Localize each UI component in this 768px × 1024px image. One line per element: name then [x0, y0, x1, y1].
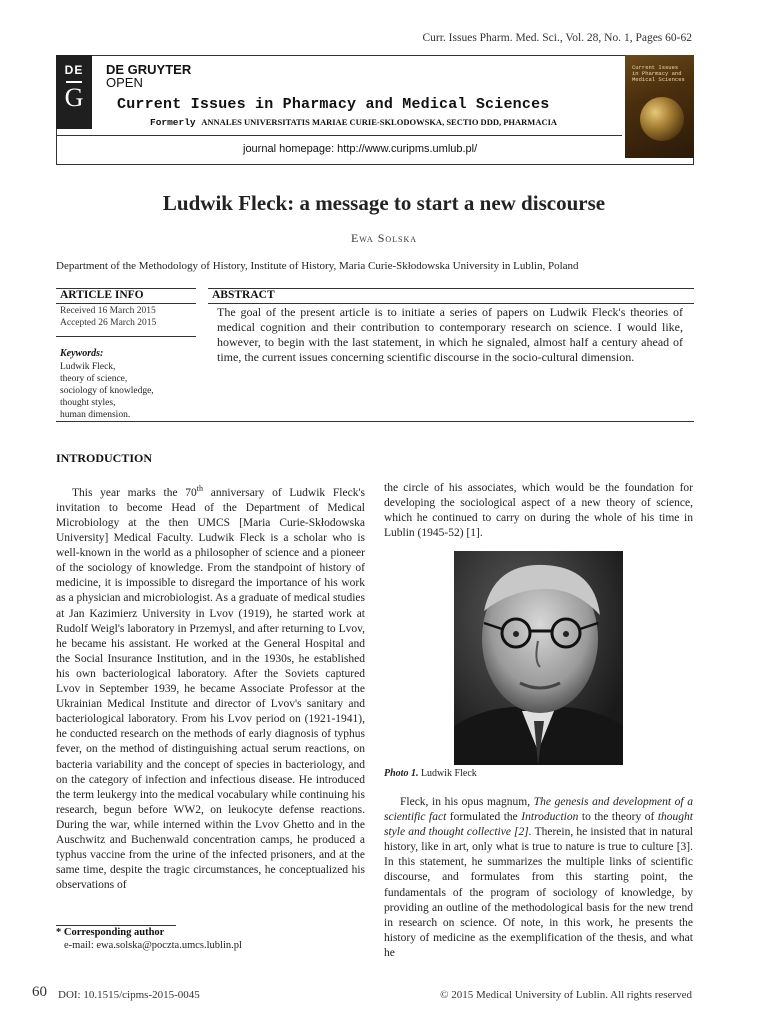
keyword-item: theory of science, — [60, 374, 128, 384]
keywords-heading: Keywords: — [60, 348, 104, 359]
keywords-list — [60, 361, 154, 421]
intro-paragraph — [56, 481, 365, 893]
journal-title: Current Issues in Pharmacy and Medical Sciences — [117, 96, 550, 113]
article-info-rule-bottom — [56, 336, 196, 337]
header-divider — [56, 135, 622, 136]
keyword-item: human dimension. — [60, 410, 131, 420]
article-dates — [60, 305, 156, 329]
para-text: Fleck, in his opus magnum, — [400, 796, 534, 808]
portrait-drawing — [454, 551, 623, 765]
page-number: 60 — [32, 984, 47, 1000]
copyright-notice: © 2015 Medical University of Lublin. All rights reserved — [440, 989, 692, 1001]
received-date: Received 16 March 2015 — [60, 306, 156, 316]
journal-homepage-link[interactable]: journal homepage: http://www.curipms.umlub.pl/ — [243, 143, 478, 155]
abstract-text: The goal of the present article is to initiate a series of papers on Ludwik Fleck's theories of medical cognition and their contribution to contemporary research on science. I would like, however, to begin with the last statement, in which he signaled, almost half a century ahead of time, the current issues concerning scientific discourse in the socio-cultural dimension. — [217, 305, 683, 364]
keyword-item: thought styles, — [60, 398, 116, 408]
body-right-column-top: the circle of his associates, which would be the foundation for developing the sociological aspect of a new theory of science, which he continued to carry on during the whole of his time in Lublin (1945-52) [1]. — [384, 482, 693, 540]
author-affiliation: Department of the Methodology of History, Institute of History, Maria Curie-Skłodowska University in Lublin, Poland — [56, 260, 579, 272]
publisher-line2: OPEN — [106, 75, 143, 90]
photo-caption-text: Ludwik Fleck — [418, 768, 477, 779]
body-left-column — [56, 481, 365, 893]
author-name: Ewa Solska — [350, 231, 418, 245]
keyword-item: Ludwik Fleck, — [60, 362, 116, 372]
journal-cover-image — [625, 55, 694, 158]
formerly-label: Formerly — [150, 117, 196, 128]
publisher-logo — [56, 55, 92, 129]
front-matter-rule — [56, 421, 694, 422]
abstract-rule-top — [208, 288, 694, 289]
footnote-rule — [56, 925, 176, 926]
intro-text-start: This year marks the 70 — [72, 486, 197, 499]
formerly-line — [150, 117, 557, 128]
article-info-rule-mid — [56, 303, 196, 304]
intro-text-rest: anniversary of Ludwik Fleck's invitation to become Head of the Department of Medical Microbiology at the then UMCS [Maria Curie-Skłodowska University] Medical Faculty. Ludwik Fleck is a scholar who is well-known in the world as a philosopher of science and a pioneer of the sociology of knowledge. From the standpoint of history of medicine, it is impossible to disregard the importance of his work as a physician and microbiologist. As a graduate of medical studies at Jan Kazimierz University in Lvov (1919), he started work at Rudolf Weigl's laboratory in Przemysl, and after returning to Lvov, he became his assistant. He worked at the General Hospital and the Social Insurance Institution, and in the 1930s, he established his own bacteriological laboratory. After the Soviets captured Lvov in September 1939, he became Associate Professor at the Ukrainian Medical Institute and director of Lvov's sanitary and bacteriological laboratory. From his Lvov period on (1921-1941), he conducted research on the methods of early diagnosis of typhus fever, on the method of distinguishing actual serum reactions, on bacteria variability and the concept of species in bacteriology, and on the category of infection and infectious disease. He introduced the term leukergy into the medical vocabulary while continuing his research, begun before WW2, on leukocyte defense reactions. During the war, while interned within the Lvov Ghetto and in the Auschwitz and Buchenwald concentration camps, he produced a typhus vaccine from the urine of the infected prisoners, and at the same time, despite the tragic circumstances, he conceptualized his observations of — [56, 486, 365, 892]
accepted-date: Accepted 26 March 2015 — [60, 318, 157, 328]
corresponding-author-email[interactable]: e-mail: ewa.solska@poczta.umcs.lublin.pl — [64, 940, 242, 951]
logo-top-text: DE — [64, 63, 84, 77]
citation-line: Curr. Issues Pharm. Med. Sci., Vol. 28, No. 1, Pages 60-62 — [422, 32, 692, 44]
publisher-name — [106, 63, 191, 89]
corresponding-author-heading: * Corresponding author — [56, 927, 165, 938]
photo-caption — [384, 768, 477, 779]
publisher-line1: DE GRUYTER — [106, 62, 192, 77]
formerly-text: ANNALES UNIVERSITATIS MARIAE CURIE-SKLODOWSKA, SECTIO DDD, PHARMACIA — [201, 117, 558, 127]
cover-title: Current Issues in Pharmacy and Medical Sciences — [632, 64, 685, 83]
doi-link[interactable]: DOI: 10.1515/cipms-2015-0045 — [58, 989, 200, 1001]
body-right-column — [384, 795, 693, 961]
para-text: Therein, he insisted that in natural history, like in art, only what is true to nature is true to culture [3]. In this statement, he summarizes the multiple links of scientific discourse, and formulates from this starting point, the fundamentals of the program of sociology of knowledge, by providing an outline of the methodological basis for the new trend in research on science. Of note, in this work, he presents the history of medicine as the exemplification of the thesis, and what he — [384, 826, 693, 959]
book-title: The genesis and development of a scientific fact — [384, 796, 693, 824]
cover-sphere — [640, 97, 684, 141]
logo-bottom-text: G — [64, 83, 84, 112]
article-title: Ludwik Fleck: a message to start a new discourse — [162, 191, 606, 215]
abstract-heading: ABSTRACT — [212, 289, 275, 301]
abstract-rule-mid — [208, 303, 694, 304]
theory-title: thought style and thought collective [2]. — [384, 811, 693, 839]
ordinal-suffix: th — [196, 484, 204, 493]
article-info-heading: ARTICLE INFO — [60, 289, 144, 301]
photo-label: Photo 1. — [384, 768, 419, 779]
introduction-title: Introduction — [521, 811, 579, 824]
fleck-paragraph — [384, 795, 693, 961]
para-text: formulated the — [446, 811, 522, 824]
para-text: to the theory of — [578, 811, 658, 824]
portrait-photo — [454, 551, 623, 765]
section-heading-introduction: INTRODUCTION — [56, 451, 153, 465]
keyword-item: sociology of knowledge, — [60, 386, 154, 396]
